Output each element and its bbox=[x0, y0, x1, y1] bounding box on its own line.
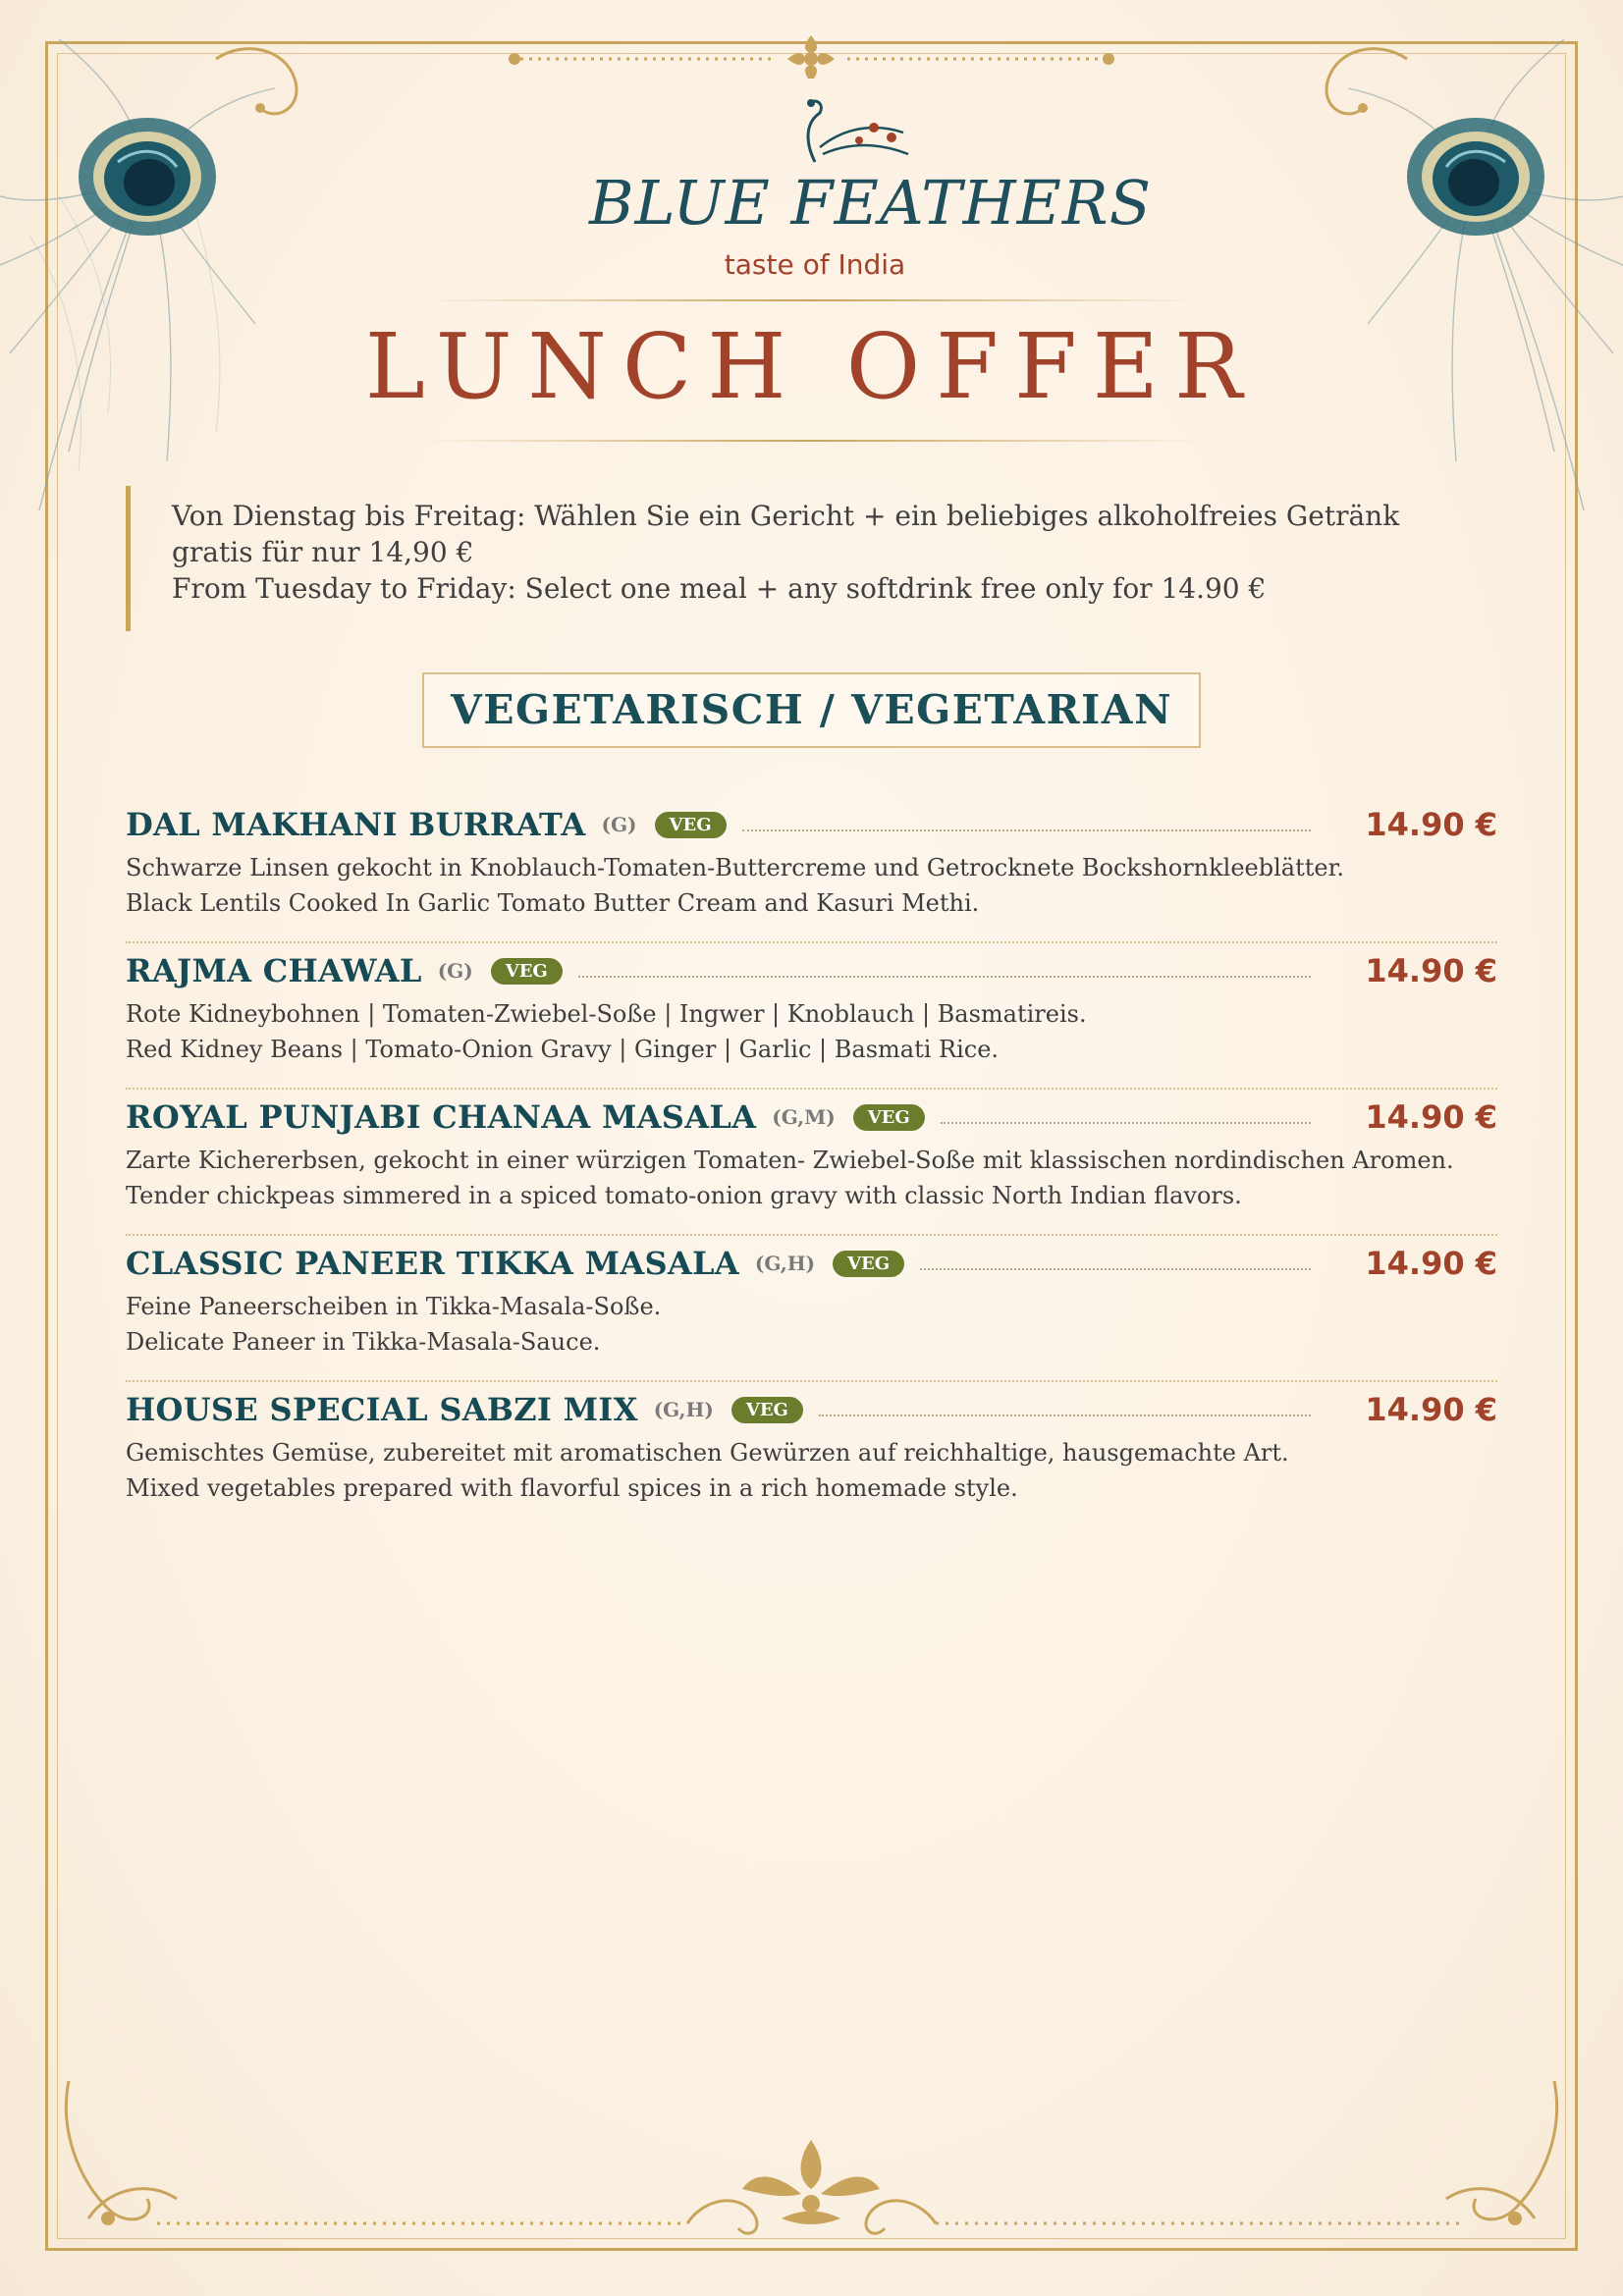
allergen-codes: (G) bbox=[601, 813, 637, 836]
veg-badge: VEG bbox=[655, 812, 727, 838]
menu-item bbox=[126, 1090, 1497, 1236]
peacock-feather-right-icon bbox=[1250, 0, 1623, 550]
dish-description-en: Red Kidney Beans | Tomato-Onion Gravy | Ginger | Garlic | Basmati Rice. bbox=[126, 1036, 1000, 1063]
veg-badge: VEG bbox=[731, 1397, 803, 1423]
dish-price: 14.90 € bbox=[1365, 1391, 1497, 1428]
dish-price: 14.90 € bbox=[1365, 1245, 1497, 1282]
menu-item bbox=[126, 1236, 1497, 1382]
dish-name: DAL MAKHANI BURRATA bbox=[126, 806, 586, 843]
dotted-leader bbox=[920, 1268, 1311, 1270]
dish-description-en: Delicate Paneer in Tikka-Masala-Sauce. bbox=[126, 1328, 601, 1356]
dish-description-de: Gemischtes Gemüse, zubereitet mit aromatischen Gewürzen auf reichhaltige, hausgemachte Art. bbox=[126, 1439, 1289, 1467]
dish-description-de: Rote Kidneybohnen | Tomaten-Zwiebel-Soße | Ingwer | Knoblauch | Basmatireis. bbox=[126, 1000, 1087, 1028]
dotted-leader bbox=[742, 829, 1311, 831]
dish-name: RAJMA CHAWAL bbox=[126, 952, 422, 989]
bottom-ornament-icon bbox=[0, 2061, 1623, 2258]
dish-price: 14.90 € bbox=[1365, 806, 1497, 843]
menu-item bbox=[126, 797, 1497, 943]
dish-description-de: Schwarze Linsen gekocht in Knoblauch-Tomaten-Buttercreme und Getrocknete Bockshornkleeblätter. bbox=[126, 854, 1345, 881]
title-divider-top bbox=[422, 299, 1201, 301]
section-title: VEGETARISCH / VEGETARIAN bbox=[422, 672, 1201, 748]
dish-description-de: Feine Paneerscheiben in Tikka-Masala-Soße. bbox=[126, 1293, 662, 1320]
top-ornament-icon bbox=[491, 29, 1132, 79]
dotted-leader bbox=[941, 1122, 1311, 1124]
brand-logo bbox=[589, 93, 1153, 290]
title-divider-bottom bbox=[422, 440, 1201, 442]
offer-intro-de: Von Dienstag bis Freitag: Wählen Sie ein Gericht + ein beliebiges alkoholfreies Getränk gratis für nur 14,90 € bbox=[172, 500, 1400, 568]
veg-badge: VEG bbox=[833, 1251, 904, 1277]
dish-name: CLASSIC PANEER TIKKA MASALA bbox=[126, 1245, 739, 1282]
dish-description-en: Tender chickpeas simmered in a spiced tomato-onion gravy with classic North Indian flavors. bbox=[126, 1182, 1242, 1209]
dish-description-en: Black Lentils Cooked In Garlic Tomato Butter Cream and Kasuri Methi. bbox=[126, 889, 980, 917]
dotted-leader bbox=[578, 976, 1311, 978]
allergen-codes: (G,H) bbox=[754, 1252, 816, 1275]
dotted-leader bbox=[819, 1415, 1311, 1416]
allergen-codes: (G,M) bbox=[772, 1105, 836, 1129]
veg-badge: VEG bbox=[853, 1104, 925, 1131]
dish-name: HOUSE SPECIAL SABZI MIX bbox=[126, 1391, 638, 1428]
veg-badge: VEG bbox=[491, 958, 563, 985]
dish-description-de: Zarte Kichererbsen, gekocht in einer würzigen Tomaten- Zwiebel-Soße mit klassischen nordindischen Aromen. bbox=[126, 1147, 1454, 1174]
dish-name: ROYAL PUNJABI CHANAA MASALA bbox=[126, 1098, 757, 1136]
menu-list bbox=[126, 797, 1497, 1528]
peacock-feather-left-icon bbox=[0, 0, 373, 550]
dish-price: 14.90 € bbox=[1365, 952, 1497, 989]
brand-tagline: taste of India bbox=[724, 248, 906, 281]
peacock-icon bbox=[776, 93, 913, 172]
dish-description-en: Mixed vegetables prepared with flavorful spices in a rich homemade style. bbox=[126, 1474, 1018, 1502]
offer-intro bbox=[126, 486, 1481, 631]
menu-item bbox=[126, 943, 1497, 1090]
menu-item bbox=[126, 1382, 1497, 1528]
offer-intro-en: From Tuesday to Friday: Select one meal + any softdrink free only for 14.90 € bbox=[172, 572, 1267, 605]
dish-price: 14.90 € bbox=[1365, 1098, 1497, 1136]
allergen-codes: (G) bbox=[437, 959, 473, 983]
page-title: LUNCH OFFER bbox=[364, 314, 1259, 419]
allergen-codes: (G,H) bbox=[653, 1398, 714, 1421]
brand-name: BLUE FEATHERS bbox=[589, 167, 1153, 239]
